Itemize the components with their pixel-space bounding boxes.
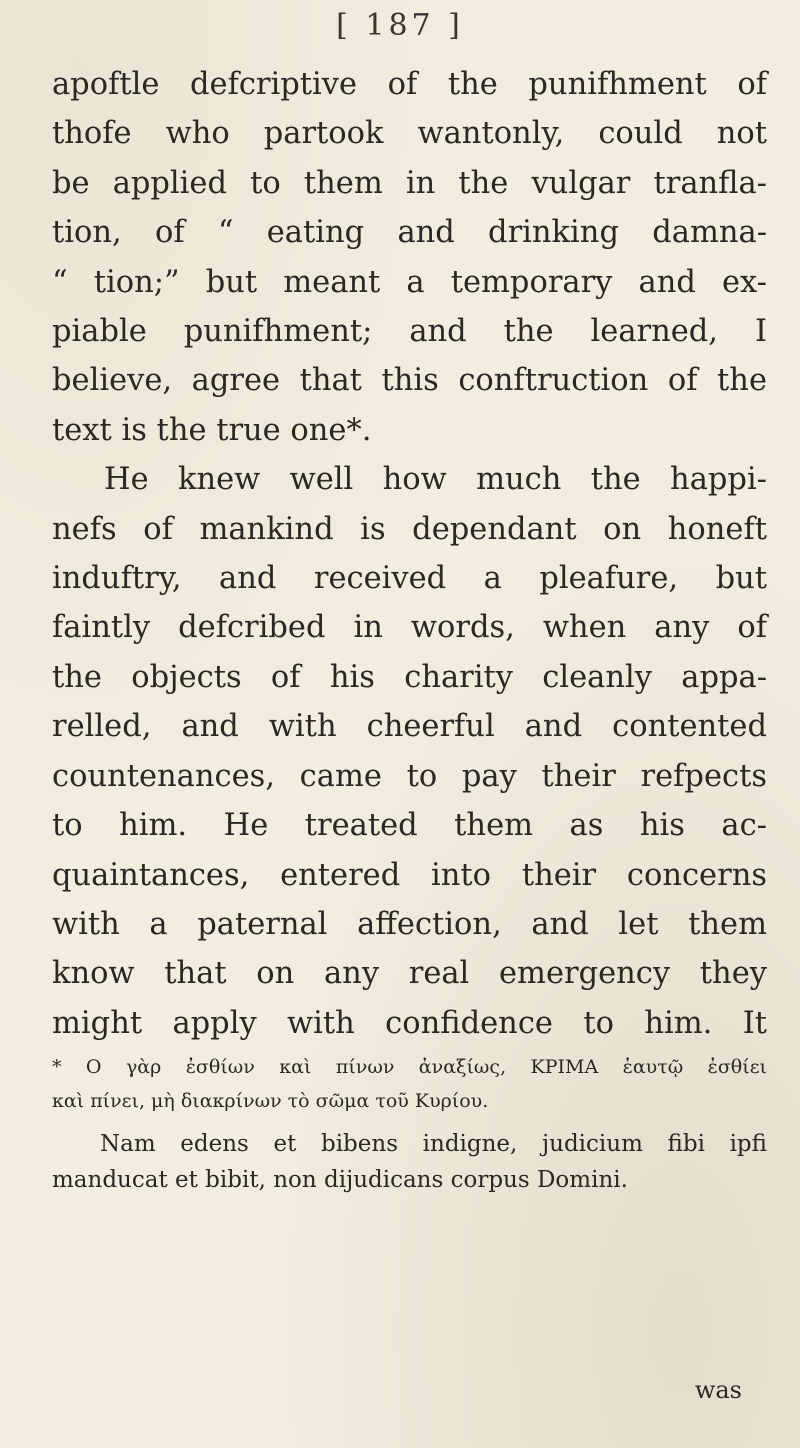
- text-line: countenances, came to pay their refpects: [52, 758, 767, 794]
- text-line: apoftle defcriptive of the punifhment of: [52, 67, 767, 102]
- text-line: thofe who partook wantonly, could not: [52, 116, 767, 152]
- text-line: be applied to them in the vulgar tranfla-: [52, 165, 767, 201]
- text-line: He knew well how much the happi-: [104, 462, 767, 498]
- text-line: with a paternal affection, and let them: [52, 906, 767, 942]
- text-line: nefs of mankind is dependant on honeft: [52, 511, 767, 547]
- text-line: know that on any real emergency they: [52, 956, 767, 992]
- text-line: might apply with confidence to him. It: [52, 1005, 767, 1041]
- footnote-latin-line: manducat et bibit, non dijudicans corpus Domini.: [52, 1167, 628, 1193]
- footnote-greek: [52, 1050, 767, 1118]
- footnote-greek-line: * Ο γὰρ ἐσθίων καὶ πίνων ἀναξίως, ΚΡΙΜΑ ἑαυτῷ ἐσθίει: [52, 1056, 767, 1078]
- text-line: induftry, and received a pleafure, but: [52, 561, 767, 597]
- footnote-latin: [52, 1126, 767, 1198]
- text-line: to him. He treated them as his ac-: [52, 808, 767, 844]
- main-text: [52, 60, 767, 1048]
- text-line: relled, and with cheerful and contented: [52, 709, 767, 745]
- text-line: quaintances, entered into their concerns: [52, 857, 767, 893]
- text-line: tion, of “ eating and drinking damna-: [52, 215, 767, 251]
- text-line: the objects of his charity cleanly appa-: [52, 659, 767, 695]
- footnote-greek-line: καὶ πίνει, μὴ διακρίνων τὸ σῶμα τοῦ Κυρίου.: [52, 1090, 489, 1112]
- text-line: text is the true one*.: [52, 412, 372, 448]
- footnote: [52, 1050, 767, 1198]
- text-line: “ tion;” but meant a temporary and ex-: [52, 264, 767, 300]
- footnote-latin-line: Nam edens et bibens indigne, judicium fibi ipfi: [100, 1131, 767, 1157]
- text-line: faintly defcribed in words, when any of: [52, 610, 767, 646]
- page-number: [ 187 ]: [336, 8, 464, 43]
- text-line: piable punifhment; and the learned, I: [52, 314, 767, 350]
- text-line: believe, agree that this conftruction of the: [52, 363, 767, 399]
- catchword: was: [694, 1376, 742, 1404]
